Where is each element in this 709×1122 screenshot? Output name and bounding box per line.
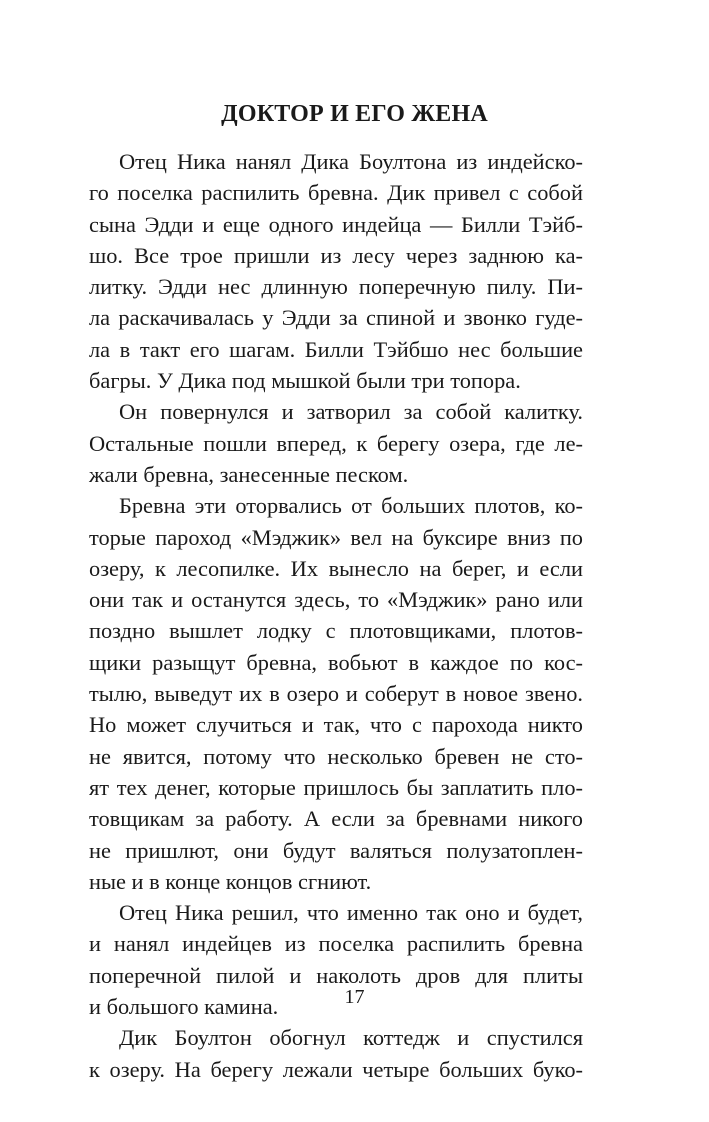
text-line: щики разыщут бревна, вобьют в каждое по кос-	[89, 649, 583, 675]
text-line: Но может случиться и так, что с парохода никто	[89, 712, 583, 738]
text-line: поздно вышлет лодку с плотовщиками, плотов-	[89, 618, 583, 644]
text-line: тылю, выведут их в озеро и соберут в новое звено.	[89, 681, 583, 707]
text-line: Отец Ника решил, что именно так оно и будет,	[119, 900, 583, 926]
text-line: к озеру. На берегу лежали четыре больших буко-	[89, 1056, 583, 1082]
text-line: не пришлют, они будут валяться полузатоплен-	[89, 837, 583, 863]
text-line: Он повернулся и затворил за собой калитку.	[119, 399, 583, 425]
text-line: ят тех денег, которые пришлось бы заплатить пло-	[89, 774, 583, 800]
text-line: Отец Ника нанял Дика Боултона из индейско-	[119, 149, 583, 174]
chapter-title: ДОКТОР И ЕГО ЖЕНА	[221, 101, 488, 127]
text-line: жали бревна, занесенные песком.	[89, 461, 409, 487]
text-line: сына Эдди и еще одного индейца — Билли Тэйб-	[89, 211, 583, 237]
text-line: Остальные пошли вперед, к берегу озера, где ле-	[89, 430, 583, 456]
page-number: 17	[344, 986, 365, 1008]
text-line: Дик Боултон обогнул коттедж и спустился	[119, 1025, 583, 1051]
text-line: торые пароход «Мэджик» вел на буксире вниз по	[89, 524, 583, 550]
text-line: товщикам за работу. А если за бревнами никого	[89, 806, 583, 832]
body-text	[89, 146, 583, 1085]
text-line: литку. Эдди нес длинную поперечную пилу. Пи-	[89, 274, 583, 300]
text-line: ла в такт его шагам. Билли Тэйбшо нес большие	[89, 336, 583, 362]
text-line: и большого камина.	[89, 994, 279, 1020]
text-line: Бревна эти оторвались от больших плотов, ко-	[119, 493, 583, 519]
text-line: го поселка распилить бревна. Дик привел с собой	[89, 180, 583, 206]
text-line: и нанял индейцев из поселка распилить бревна	[89, 931, 583, 957]
text-line: шо. Все трое пришли из лесу через заднюю ка-	[89, 242, 583, 268]
text-line: ла раскачивалась у Эдди за спиной и звонко гуде-	[89, 305, 583, 331]
text-line: они так и останутся здесь, то «Мэджик» рано или	[89, 587, 583, 613]
text-line: озеру, к лесопилке. Их вынесло на берег, и если	[89, 555, 583, 581]
text-line: не явится, потому что несколько бревен не сто-	[89, 743, 583, 769]
text-line: багры. У Дика под мышкой были три топора.	[89, 368, 521, 394]
text-line: поперечной пилой и наколоть дров для плиты	[89, 962, 583, 988]
text-line: ные и в конце концов сгниют.	[89, 868, 372, 894]
